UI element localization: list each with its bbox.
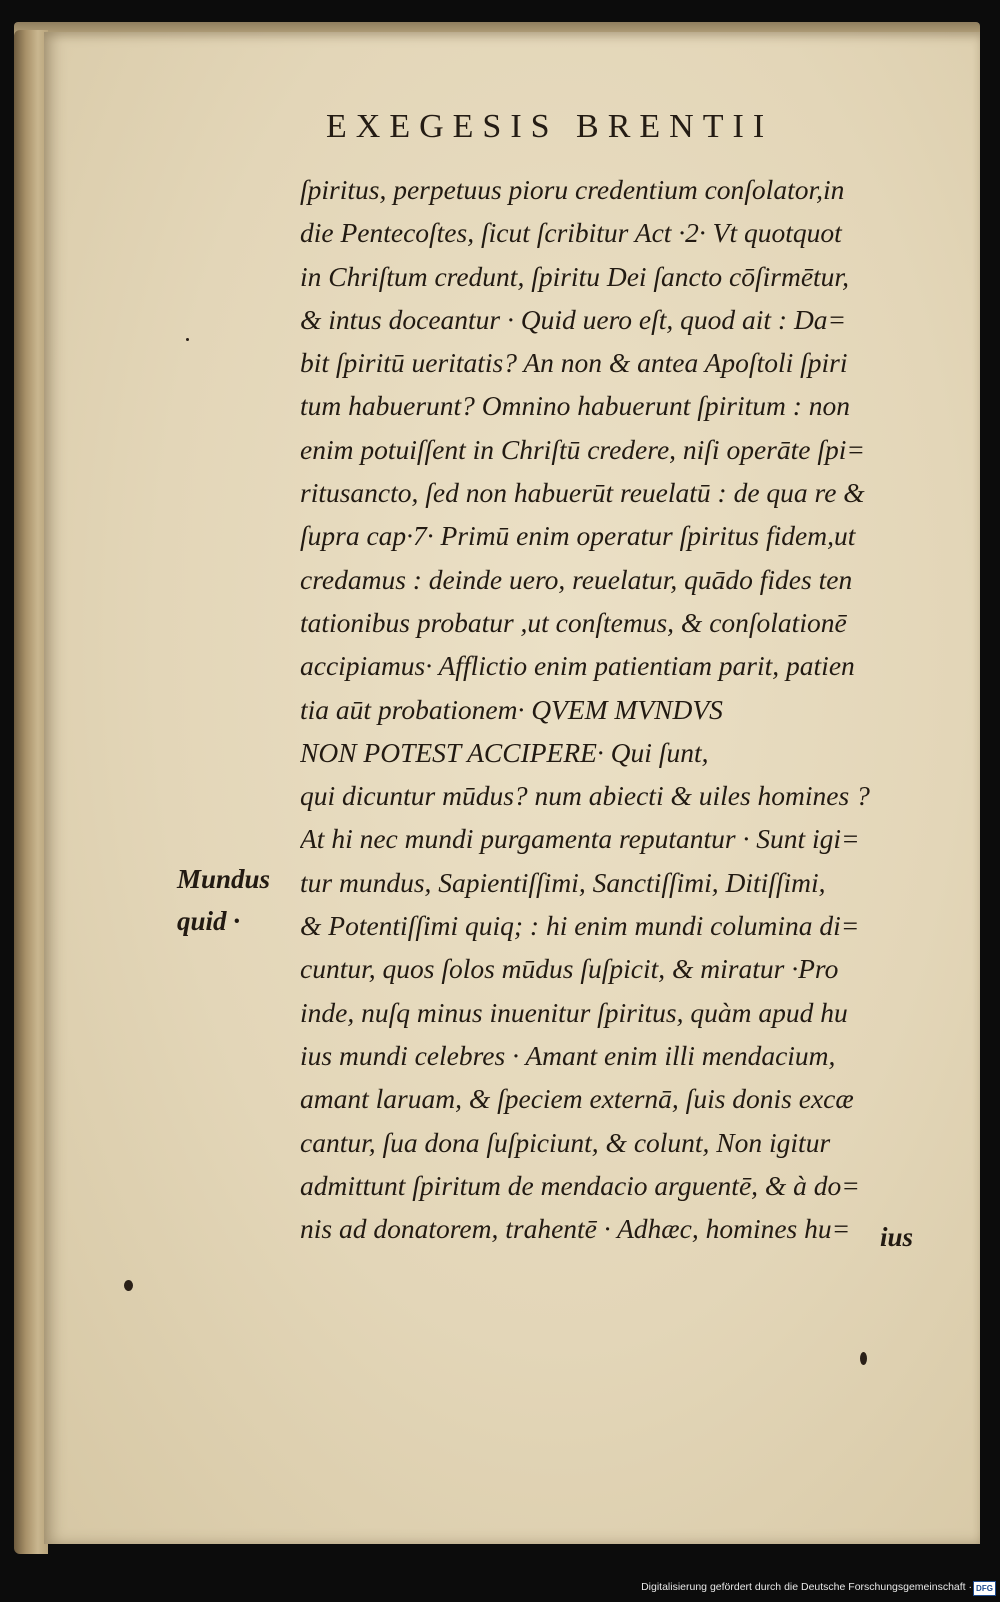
footer-bar [0,1578,1000,1602]
text-line: & intus doceantur · Quid uero eſt, quod ait : Da= [300,303,847,335]
text-line: enim potuiſſent in Chriſtū credere, niſi operāte ſpi= [300,433,865,465]
text-line: in Chriſtum credunt, ſpiritu Dei ſancto cōſirmētur, [300,260,849,292]
ink-blot-mark [860,1352,867,1365]
book-spine-edge [14,30,48,1554]
text-line: NON POTEST ACCIPERE· Qui ſunt, [300,736,709,768]
running-head: EXEGESIS BRENTII [326,108,774,145]
main-text-block [300,168,940,1250]
text-line: cuntur, quos ſolos mūdus ſuſpicit, & miratur ·Pro [300,953,839,985]
text-line: tur mundus, Sapientiſſimi, Sanctiſſimi, Ditiſſimi, [300,866,826,898]
text-line: ſpiritus, perpetuus pioru credentium conſolator,in [300,174,845,205]
marginal-note-line: quid · [177,906,241,936]
text-line: tum habuerunt? Omnino habuerunt ſpiritum : non [300,390,850,422]
text-line: tationibus probatur ,ut conſtemus, & conſolationē [300,606,847,638]
dfg-logo-icon: DFG [973,1581,996,1596]
text-line: nis ad donatorem, trahentē · Adhæc, homines hu= [300,1213,851,1245]
text-line: cantur, ſua dona ſuſpiciunt, & colunt, Non igitur [300,1126,831,1158]
text-line: accipiamus· Afflictio enim patientiam parit, patien [300,650,855,682]
text-line: admittunt ſpiritum de mendacio arguentē, & à do= [300,1169,860,1201]
catchword: ius [880,1222,914,1252]
marginal-note-line: Mundus [177,864,271,894]
text-line: credamus : deinde uero, reuelatur, quādo fides ten [300,563,853,595]
text-line: ius mundi celebres · Amant enim illi mendacium, [300,1039,836,1071]
ink-dot-mark [186,338,189,341]
marginal-note [177,858,270,942]
text-line: qui dicuntur mūdus? num abiecti & uiles homines ? [300,780,870,812]
text-line: At hi nec mundi purgamenta reputantur · Sunt igi= [300,823,860,855]
text-line: amant laruam, & ſpeciem externā, ſuis donis excæ [300,1083,854,1115]
ink-blot-mark [124,1280,133,1291]
text-line: inde, nuſq minus inuenitur ſpiritus, quàm apud hu [300,996,848,1028]
text-line: bit ſpiritū ueritatis? An non & antea Apoſtoli ſpiri [300,347,848,379]
text-line: die Pentecoſtes, ſicut ſcribitur Act ·2· Vt quotquot [300,217,842,249]
text-line: & Potentiſſimi quiq; : hi enim mundi columina di= [300,910,860,942]
text-line: tia aūt probationem· QVEM MVNDVS [300,693,723,725]
text-line: ritusancto, ſed non habuerūt reuelatū : de qua re & [300,477,865,509]
text-line: ſupra cap·7· Primū enim operatur ſpiritus fidem,ut [300,520,856,552]
funding-credit-text: Digitalisierung gefördert durch die Deutsche Forschungsgemeinschaft · [641,1581,972,1593]
